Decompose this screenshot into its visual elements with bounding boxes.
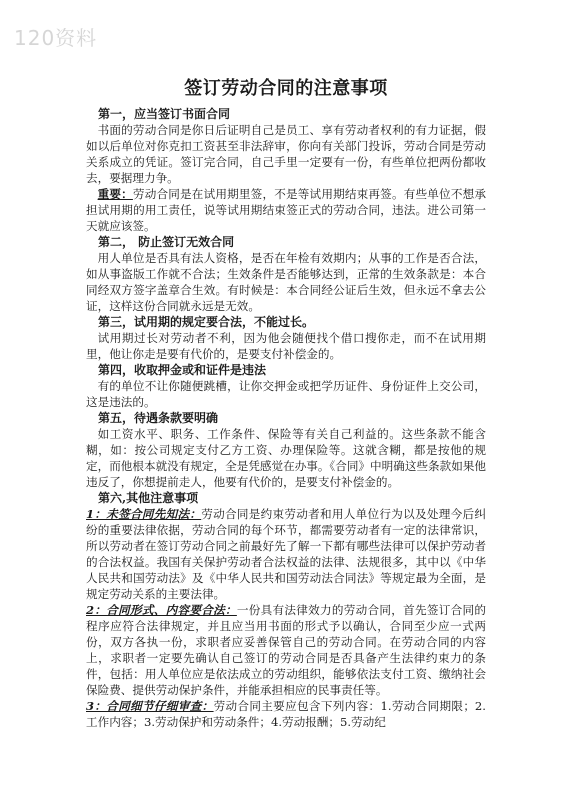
item-1-label: 1：未签合同先知法： (86, 507, 202, 521)
item-1-text: 劳动合同是约束劳动者和用人单位行为以及处理今后纠纷的重要法律依据，劳动合同的每个环节，都需要劳动者有一定的法律常识，所以劳动者在签订劳动合同之前最好先了解一下都有哪些法律可以保护劳动者的合法权益。我国有关保护劳动者合法权益的法律、法规很多，其中以《中华人民共和国劳动法》及《中华人民共和国劳动法合同法》等规定最为全面，是规定劳动关系的主要法律。 (86, 507, 486, 601)
document-title: 签订劳动合同的注意事项 (184, 78, 388, 99)
section-6-item-1 (86, 506, 486, 602)
section-heading-4: 第四，收取押金或和证件是违法 (98, 363, 267, 377)
item-2-text: 一份具有法律效力的劳动合同，首先签订合同的程序应符合法律规定，并且应当用书面的形式予以确认，合同至少应一式两份，双方各执一份，求职者应妥善保管自己的劳动合同。在劳动合同的内容上，求职者一定要先确认自己签订的劳动合同是否具备产生法律约束力的条件，包括：用人单位应是依法成立的劳动组织，能够依法支付工资、缴纳社会保险费、提供劳动保护条件，并能承担相应的民事责任等。 (86, 603, 486, 697)
watermark: 120资料 (14, 26, 98, 50)
section-1-paragraph-2 (86, 186, 486, 234)
section-3-paragraph: 试用期过长对劳动者不利，因为他会随便找个借口搜你走，而不在试用期里，他让你走是要有代价的，是要支付补偿金的。 (86, 331, 486, 361)
document-page (86, 74, 486, 730)
section-6-item-2 (86, 602, 486, 698)
section-heading-5: 第五，待遇条款要明确 (98, 411, 219, 425)
section-4-paragraph: 有的单位不让你随便跳槽，让你交押金或把学历证件、身份证件上交公司，这是违法的。 (86, 379, 486, 409)
section-5-paragraph: 如工资水平、职务、工作条件、保险等有关自己利益的。这些条款不能含糊，如：按公司规定支付乙方工资、办理保险等。这就含糊，都是按他的规定，而他根本就没有规定，全是凭感觉在办事。《合同》中明确这些条款如果他违反了，你想提前走人，他要有代价的，是要支付补偿金的。 (86, 427, 486, 489)
section-heading-3: 第三，试用期的规定要合法，不能过长。 (98, 315, 315, 329)
section-6-item-3 (86, 698, 486, 730)
important-label: 重要： (97, 187, 133, 201)
section-2-paragraph: 用人单位是否具有法人资格，是否在年检有效期内；从事的工作是否合法，如从事盗版工作就不合法；生效条件是否能够达到，正常的生效条款是：本合同经双方签字盖章合生效。有时候是：本合同经公证后生效，但永远不拿去公证，这样这份合同就永远是无效。 (86, 251, 486, 313)
important-text: 劳动合同是在试用期里签，不是等试用期结束再签。有些单位不想承担试用期的用工责任，说等试用期结束签正式的劳动合同，违法。进公司第一天就应该签。 (86, 187, 486, 233)
item-3-text: 劳动合同主要应包含下列内容：1.劳动合同期限；2.工作内容；3.劳动保护和劳动条件；4.劳动报酬；5.劳动纪 (86, 699, 486, 729)
section-heading-6: 第六,其他注意事项 (98, 491, 199, 505)
item-2-label: 2：合同形式、内容要合法： (86, 603, 237, 617)
section-heading-1: 第一，应当签订书面合同 (98, 107, 231, 121)
section-heading-2: 第二， 防止签订无效合同 (98, 235, 235, 249)
item-3-label: 3：合同细节仔细审查： (86, 699, 214, 713)
section-1-paragraph-1: 书面的劳动合同是你日后证明自己是员工、享有劳动者权利的有力证据，假如以后单位对你克扣工资甚至非法辞审，你向有关部门投诉，劳动合同是劳动关系成立的凭证。签订完合同，自己手里一定要有一份，有些单位把两份都收去，要据理力争。 (86, 123, 486, 185)
